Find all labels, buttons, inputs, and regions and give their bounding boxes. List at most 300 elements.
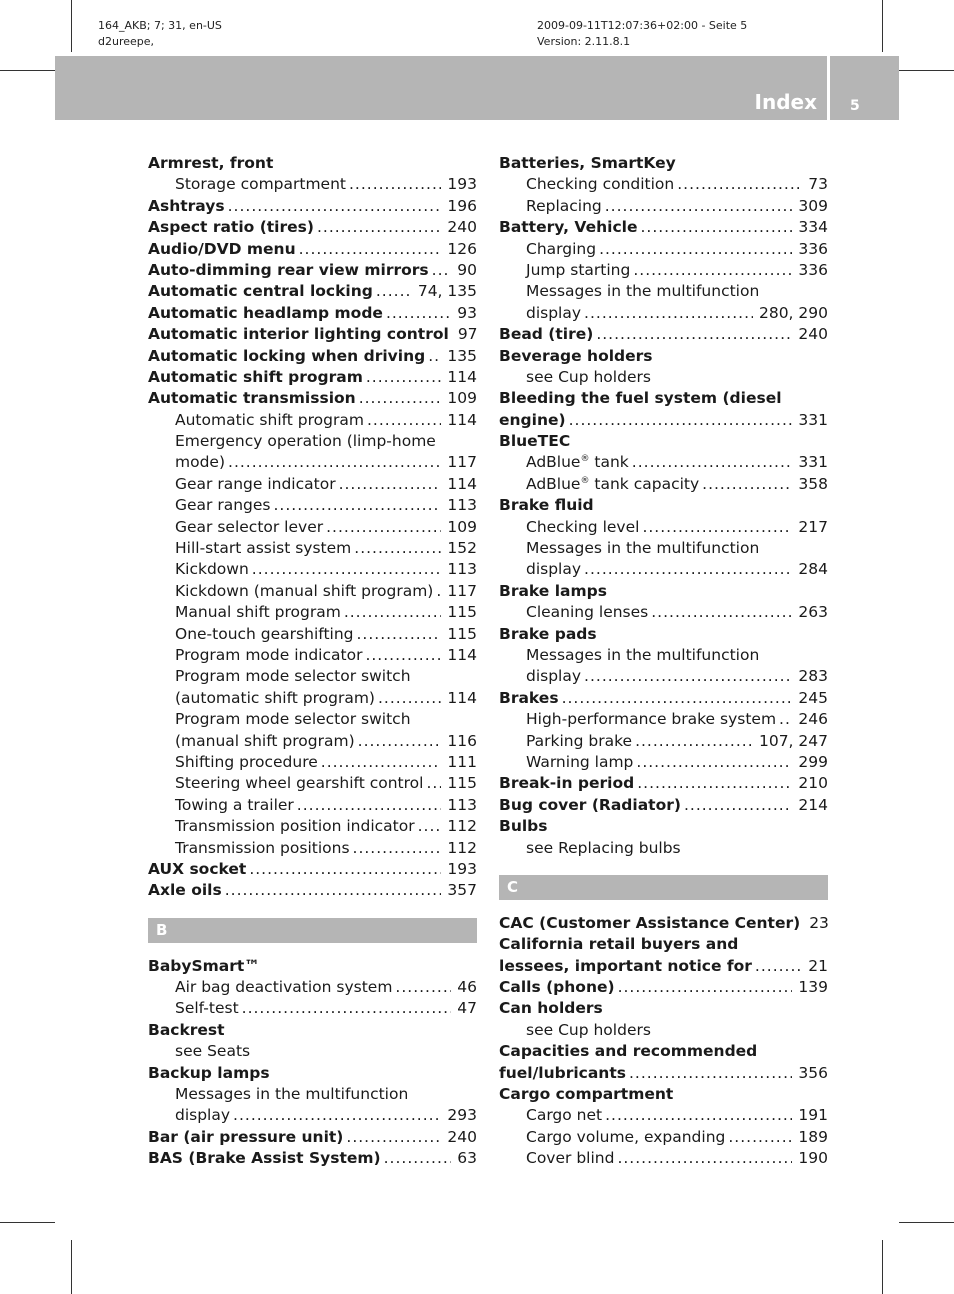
entry-term — [526, 752, 633, 773]
dot-leader — [317, 217, 441, 238]
dot-leader — [629, 1063, 792, 1084]
entry-term-text: Aspect ratio (tires) — [148, 218, 314, 237]
page-reference: 284 — [798, 560, 828, 579]
entry-term — [175, 410, 364, 431]
entry-term-text: Messages in the multifunction — [526, 539, 760, 558]
entry-term-text: Backup lamps — [148, 1063, 270, 1082]
page-reference: 113 — [447, 496, 477, 515]
index-entry — [148, 153, 477, 174]
entry-term-text: Emergency operation (limp-home — [175, 432, 436, 451]
entry-term-text: Bar (air pressure unit) — [148, 1127, 344, 1146]
entry-term-text: Brake pads — [499, 624, 597, 643]
dot-leader — [677, 174, 802, 195]
index-entry — [148, 956, 477, 977]
section-letter-c: C — [499, 875, 828, 900]
entry-term-text: Backrest — [148, 1020, 225, 1039]
index-entry — [148, 260, 477, 281]
index-subentry — [148, 731, 477, 752]
entry-term-text: see Cup holders — [526, 367, 651, 386]
index-subentry — [499, 666, 828, 687]
entry-term-text: Self-test — [175, 999, 239, 1018]
entry-term — [175, 559, 249, 580]
dot-leader — [357, 624, 442, 645]
dot-leader — [395, 977, 451, 998]
entry-term-text: Break-in period — [499, 774, 635, 793]
entry-term-text: Program mode selector switch — [175, 667, 411, 686]
entry-term-text: Can holders — [499, 999, 603, 1018]
entry-term — [526, 517, 639, 538]
index-subentry — [148, 977, 477, 998]
page-reference: 191 — [798, 1106, 828, 1125]
dot-leader — [228, 452, 441, 473]
page-reference: 117 — [447, 453, 477, 472]
page-number: 5 — [850, 98, 860, 114]
page-reference: 116 — [447, 731, 477, 750]
entry-term — [148, 346, 425, 367]
entry-term — [526, 731, 632, 752]
entry-term — [526, 645, 759, 666]
page-reference: 115 — [447, 603, 477, 622]
page-reference: 299 — [798, 752, 828, 771]
entry-term-text: Automatic shift program — [175, 410, 364, 429]
index-entry — [499, 934, 828, 955]
page-reference: 214 — [798, 795, 828, 814]
page-reference: 193 — [447, 859, 477, 878]
dot-leader — [584, 559, 792, 580]
entry-term-text: Auto-dimming rear view mirrors — [148, 260, 429, 279]
entry-term-text: Bulbs — [499, 817, 548, 836]
index-subentry — [499, 1148, 828, 1169]
entry-term-text: Brake lamps — [499, 581, 607, 600]
dot-leader — [299, 239, 442, 260]
entry-term-text: Cargo volume, expanding — [526, 1127, 726, 1146]
entry-term-text: Gear selector lever — [175, 517, 324, 536]
dot-leader — [651, 602, 792, 623]
index-subentry — [148, 602, 477, 623]
index-subentry — [148, 452, 477, 473]
page-reference: 240 — [447, 1127, 477, 1146]
index-subentry — [499, 174, 828, 195]
index-subentry — [499, 752, 828, 773]
dot-leader — [640, 217, 792, 238]
index-subentry — [148, 773, 477, 794]
index-subentry — [148, 838, 477, 859]
entry-term — [526, 239, 596, 260]
dot-leader — [367, 410, 441, 431]
entry-term-text: AdBlue — [526, 474, 581, 493]
page-reference: 210 — [798, 774, 828, 793]
page-reference: 113 — [447, 795, 477, 814]
index-subentry — [499, 1020, 828, 1041]
print-meta-right — [537, 18, 747, 50]
dot-leader — [242, 998, 452, 1019]
page-reference: 111 — [447, 752, 477, 771]
index-subentry — [148, 538, 477, 559]
dot-leader — [321, 752, 442, 773]
page-reference: 293 — [447, 1106, 477, 1125]
index-subentry — [148, 559, 477, 580]
page-reference: 47 — [457, 999, 477, 1018]
entry-term-text: Jump starting — [526, 260, 631, 279]
index-subentry — [499, 731, 828, 752]
entry-term-text: Parking brake — [526, 731, 633, 750]
entry-term-text: Messages in the multifunction — [175, 1085, 409, 1104]
page-reference: 358 — [798, 474, 828, 493]
crop-mark — [71, 0, 72, 52]
entry-term-text: display — [526, 667, 582, 686]
entry-term-text: Transmission position indicator — [175, 817, 415, 836]
index-subentry — [499, 1127, 828, 1148]
index-subentry — [148, 410, 477, 431]
entry-term-text: Towing a trailer — [175, 795, 294, 814]
entry-term-text: engine) — [499, 410, 566, 429]
entry-term-text: Cleaning lenses — [526, 603, 649, 622]
entry-term — [175, 581, 433, 602]
entry-term — [175, 495, 271, 516]
index-subentry — [499, 452, 828, 473]
page-reference: 109 — [447, 389, 477, 408]
dot-leader — [584, 303, 753, 324]
index-subentry — [499, 517, 828, 538]
page-reference: 189 — [798, 1127, 828, 1146]
entry-term-text: High-performance brake system — [526, 710, 777, 729]
dot-leader — [274, 495, 442, 516]
index-subentry — [499, 260, 828, 281]
page-reference: 283 — [798, 667, 828, 686]
entry-term-text: Checking condition — [526, 175, 675, 194]
entry-term — [526, 260, 630, 281]
index-subentry — [499, 196, 828, 217]
page-reference: 356 — [798, 1063, 828, 1082]
entry-term — [499, 977, 615, 998]
dot-leader — [635, 731, 753, 752]
entry-term — [175, 731, 355, 752]
entry-term — [499, 998, 603, 1019]
dot-leader — [605, 1105, 792, 1126]
entry-term-text: see Cup holders — [526, 1020, 651, 1039]
entry-term-text: Replacing — [526, 196, 602, 215]
dot-leader — [642, 517, 792, 538]
dot-leader — [426, 773, 441, 794]
entry-term-text: BabySmart™ — [148, 956, 260, 975]
page-title: Index — [754, 90, 817, 114]
index-entry — [148, 880, 477, 901]
entry-term — [499, 956, 752, 977]
entry-term — [148, 260, 429, 281]
dot-leader — [384, 1148, 452, 1169]
index-subentry — [148, 795, 477, 816]
entry-term — [175, 1105, 230, 1126]
entry-term-text: Manual shift program — [175, 603, 341, 622]
index-subentry — [148, 816, 477, 837]
index-entry — [148, 239, 477, 260]
dot-leader — [354, 538, 441, 559]
entry-term — [526, 559, 581, 580]
entry-term — [526, 281, 759, 302]
dot-leader — [365, 645, 441, 666]
entry-term-text: Calls (phone) — [499, 978, 615, 997]
index-subentry — [148, 752, 477, 773]
entry-term — [526, 1127, 725, 1148]
index-subentry — [148, 624, 477, 645]
entry-term-text: Axle oils — [148, 881, 222, 900]
entry-term — [148, 1063, 270, 1084]
entry-term-text: Audio/DVD menu — [148, 239, 296, 258]
entry-term-text: Transmission positions — [175, 838, 350, 857]
dot-leader — [702, 474, 792, 495]
page-reference: 113 — [447, 560, 477, 579]
entry-term-text: Beverage holders — [499, 346, 653, 365]
index-group-b — [148, 956, 477, 1170]
entry-term — [526, 174, 674, 195]
page-reference: 331 — [798, 410, 828, 429]
crop-mark — [899, 1222, 954, 1223]
entry-term — [148, 1148, 381, 1169]
entry-term-text: Gear range indicator — [175, 474, 336, 493]
entry-term — [526, 838, 681, 859]
page-reference: 114 — [447, 474, 477, 493]
entry-term — [526, 666, 581, 687]
dot-leader — [428, 346, 441, 367]
dot-leader — [346, 1127, 441, 1148]
entry-term — [499, 624, 597, 645]
entry-term-text: Battery, Vehicle — [499, 218, 638, 237]
page-reference: 280, 290 — [758, 303, 828, 322]
index-subentry — [148, 431, 477, 452]
dot-leader — [617, 1148, 792, 1169]
dot-leader — [233, 1105, 441, 1126]
entry-term-text: AUX socket — [148, 859, 247, 878]
page-reference: 90 — [457, 260, 477, 279]
dot-leader — [252, 559, 442, 580]
entry-term — [526, 474, 699, 495]
dot-leader — [637, 773, 792, 794]
entry-term — [526, 538, 759, 559]
entry-term-text: Cargo net — [526, 1106, 603, 1125]
entry-term — [526, 367, 651, 388]
header-band — [55, 56, 827, 120]
entry-term-text: CAC (Customer Assistance Center) — [499, 913, 801, 932]
entry-term — [175, 1084, 408, 1105]
entry-term-text: Brakes — [499, 688, 559, 707]
index-entry — [148, 346, 477, 367]
entry-term — [499, 410, 566, 431]
dot-leader — [344, 602, 442, 623]
index-entry — [499, 795, 828, 816]
dot-leader — [378, 688, 441, 709]
dot-leader — [326, 517, 441, 538]
index-entry — [499, 773, 828, 794]
entry-term-text: Automatic interior lighting control — [148, 325, 449, 344]
index-subentry — [499, 709, 828, 730]
entry-term-text: Storage compartment — [175, 175, 346, 194]
index-subentry — [499, 602, 828, 623]
page-reference: 112 — [447, 817, 477, 836]
entry-term — [175, 602, 341, 623]
page-reference: 109 — [447, 517, 477, 536]
index-subentry — [499, 239, 828, 260]
entry-term-text: Cover blind — [526, 1149, 615, 1168]
index-entry — [499, 410, 828, 431]
dot-leader — [728, 1127, 792, 1148]
entry-term — [148, 956, 260, 977]
page-reference: 336 — [798, 239, 828, 258]
page-reference: 196 — [447, 196, 477, 215]
index-subentry — [499, 367, 828, 388]
entry-term — [499, 153, 676, 174]
entry-term-text: (manual shift program) — [175, 731, 355, 750]
page-reference: 217 — [798, 517, 828, 536]
index-entry — [499, 324, 828, 345]
entry-term-text: fuel/lubricants — [499, 1063, 626, 1082]
dot-leader — [436, 581, 441, 602]
dot-leader — [755, 956, 802, 977]
page-number-box — [830, 56, 899, 120]
entry-term — [499, 1041, 757, 1062]
page-reference: 245 — [798, 688, 828, 707]
dot-leader — [633, 260, 792, 281]
page-reference: 263 — [798, 603, 828, 622]
page-reference: 114 — [447, 645, 477, 664]
entry-term — [175, 174, 346, 195]
index-group-c — [499, 913, 828, 1170]
registered-mark: ® — [580, 454, 590, 465]
index-entry — [499, 388, 828, 409]
index-entry — [499, 688, 828, 709]
entry-term — [148, 880, 222, 901]
crop-mark — [899, 70, 954, 71]
index-subentry — [148, 688, 477, 709]
meta-line: d2ureepe, — [98, 35, 155, 48]
entry-term — [148, 388, 356, 409]
page-reference: 336 — [798, 260, 828, 279]
page-reference: 246 — [798, 710, 828, 729]
index-subentry — [148, 517, 477, 538]
index-subentry — [148, 1041, 477, 1062]
dot-leader — [353, 838, 442, 859]
entry-term-text: Program mode indicator — [175, 645, 363, 664]
entry-term — [175, 538, 351, 559]
entry-term — [148, 153, 273, 174]
entry-term-text: Charging — [526, 239, 597, 258]
index-column-right — [499, 153, 828, 1170]
entry-term — [148, 1127, 343, 1148]
entry-term — [175, 998, 239, 1019]
entry-term — [175, 517, 323, 538]
page-reference: 73 — [808, 175, 828, 194]
entry-term — [148, 196, 225, 217]
entry-term-text: Shifting procedure — [175, 752, 318, 771]
entry-term-text: One-touch gearshifting — [175, 624, 354, 643]
page-reference: 112 — [447, 838, 477, 857]
index-entry — [499, 1084, 828, 1105]
dot-leader — [432, 260, 452, 281]
dot-leader — [596, 324, 792, 345]
index-entry — [148, 217, 477, 238]
dot-leader — [569, 410, 793, 431]
entry-term — [499, 346, 653, 367]
entry-term — [148, 859, 246, 880]
entry-term — [175, 452, 225, 473]
entry-term — [499, 431, 570, 452]
entry-term — [148, 217, 314, 238]
entry-term — [499, 581, 607, 602]
entry-term — [175, 838, 350, 859]
page-reference: 190 — [798, 1149, 828, 1168]
index-entry — [499, 217, 828, 238]
index-group-a — [148, 153, 477, 902]
page-reference: 135 — [447, 346, 477, 365]
index-subentry — [499, 838, 828, 859]
index-subentry — [148, 474, 477, 495]
entry-term-text: BAS (Brake Assist System) — [148, 1149, 381, 1168]
index-subentry — [148, 666, 477, 687]
dot-leader — [584, 666, 792, 687]
index-entry — [148, 281, 477, 302]
page-reference: 107, 247 — [758, 731, 828, 750]
index-entry — [499, 913, 828, 934]
dot-leader — [339, 474, 442, 495]
crop-mark — [882, 1240, 883, 1294]
entry-term — [175, 666, 411, 687]
index-entry — [148, 367, 477, 388]
entry-term-text: Hill-start assist system — [175, 539, 352, 558]
entry-term-text: display — [526, 560, 582, 579]
index-column-left — [148, 153, 477, 1170]
entry-term-text: Bead (tire) — [499, 325, 594, 344]
index-entry — [148, 388, 477, 409]
dot-leader — [618, 977, 793, 998]
entry-term-text: Checking level — [526, 517, 640, 536]
entry-term — [499, 1084, 673, 1105]
dot-leader — [358, 731, 442, 752]
registered-mark: ® — [580, 475, 590, 486]
entry-term — [175, 773, 423, 794]
dot-leader — [418, 816, 442, 837]
page-reference: 114 — [447, 367, 477, 386]
index-entry — [148, 1127, 477, 1148]
page-reference: 21 — [808, 956, 828, 975]
page-reference: 74, 135 — [417, 282, 477, 301]
entry-term-text: Automatic central locking — [148, 282, 373, 301]
entry-term — [526, 602, 648, 623]
entry-term — [175, 977, 392, 998]
page-reference: 334 — [798, 218, 828, 237]
entry-term — [499, 1063, 626, 1084]
index-entry — [499, 1041, 828, 1062]
page-reference: 139 — [798, 978, 828, 997]
dot-leader — [349, 174, 441, 195]
entry-term — [148, 239, 296, 260]
index-entry — [499, 346, 828, 367]
entry-term — [526, 303, 581, 324]
page-reference: 126 — [447, 239, 477, 258]
index-subentry — [148, 709, 477, 730]
entry-term-text: Gear ranges — [175, 496, 271, 515]
index-entry — [148, 1020, 477, 1041]
index-entry — [148, 196, 477, 217]
entry-term-text: Automatic headlamp mode — [148, 303, 383, 322]
entry-term-text: Bug cover (Radiator) — [499, 795, 681, 814]
entry-term — [499, 773, 634, 794]
entry-term-text: Capacities and recommended — [499, 1042, 758, 1061]
index-subentry — [499, 303, 828, 324]
index-subentry — [499, 281, 828, 302]
page-reference: 97 — [457, 325, 478, 344]
entry-term — [499, 324, 593, 345]
index-entry — [148, 1148, 477, 1169]
dot-leader — [632, 452, 793, 473]
